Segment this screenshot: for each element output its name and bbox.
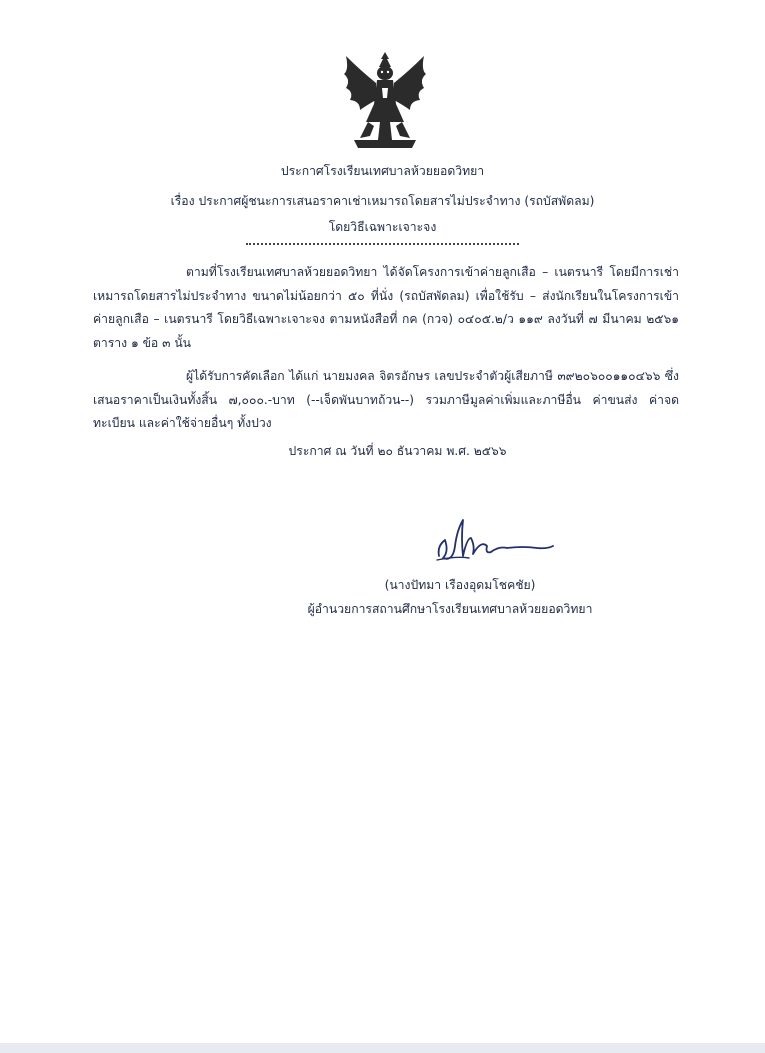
announcement-date: ประกาศ ณ วันที่ ๒๐ ธันวาคม พ.ศ. ๒๕๖๖ [288, 444, 507, 458]
scan-edge [0, 1043, 765, 1053]
dotted-divider [246, 243, 519, 245]
body-paragraph-1: ตามที่โรงเรียนเทศบาลห้วยยอดวิทยา ได้จัดโครงการเข้าค่ายลูกเสือ – เนตรนารี โดยมีการเช่าเหมารถโดยสารไม่ประจำทาง ขนาดไม่น้อยกว่า ๕๐ ที่นั่ง (รถบัสพัดลม) เพื่อใช้รับ – ส่งนักเรียนในโครงการเข้าค่ายลูกเสือ – เนตรนารี โดยวิธีเฉพาะเจาะจง ตามหนังสือที่ กค (กวจ) ๐๔๐๕.๒/ว ๑๑๙ ลงวันที่ ๗ มีนาคม ๒๕๖๑ ตาราง ๑ ข้อ ๓ นั้น [93, 265, 679, 350]
signatory-name: (นางปัทมา เรืองอุดมโชคชัย) [384, 578, 536, 592]
announcement-title: ประกาศโรงเรียนเทศบาลห้วยยอดวิทยา [280, 164, 485, 178]
signatory-position: ผู้อำนวยการสถานศึกษาโรงเรียนเทศบาลห้วยยอดวิทยา [307, 602, 593, 616]
procurement-method: โดยวิธีเฉพาะเจาะจง [328, 220, 437, 234]
handwritten-signature-icon [433, 516, 558, 568]
body-paragraph-2: ผู้ได้รับการคัดเลือก ได้แก่ นายมงคล จิตรอักษร เลขประจำตัวผู้เสียภาษี ๓๙๒๐๖๐๐๑๑๐๔๖๖ ซึ่งเสนอราคาเป็นเงินทั้งสิ้น ๗,๐๐๐.-บาท (--เจ็ดพันบาทถ้วน--) รวมภาษีมูลค่าเพิ่มและภาษีอื่น ค่าขนส่ง ค่าจดทะเบียน และค่าใช้จ่ายอื่นๆ ทั้งปวง [93, 369, 679, 430]
garuda-emblem-icon [340, 50, 430, 152]
announcement-subject: เรื่อง ประกาศผู้ชนะการเสนอราคาเช่าเหมารถโดยสารไม่ประจำทาง (รถบัสพัดลม) [170, 194, 595, 208]
